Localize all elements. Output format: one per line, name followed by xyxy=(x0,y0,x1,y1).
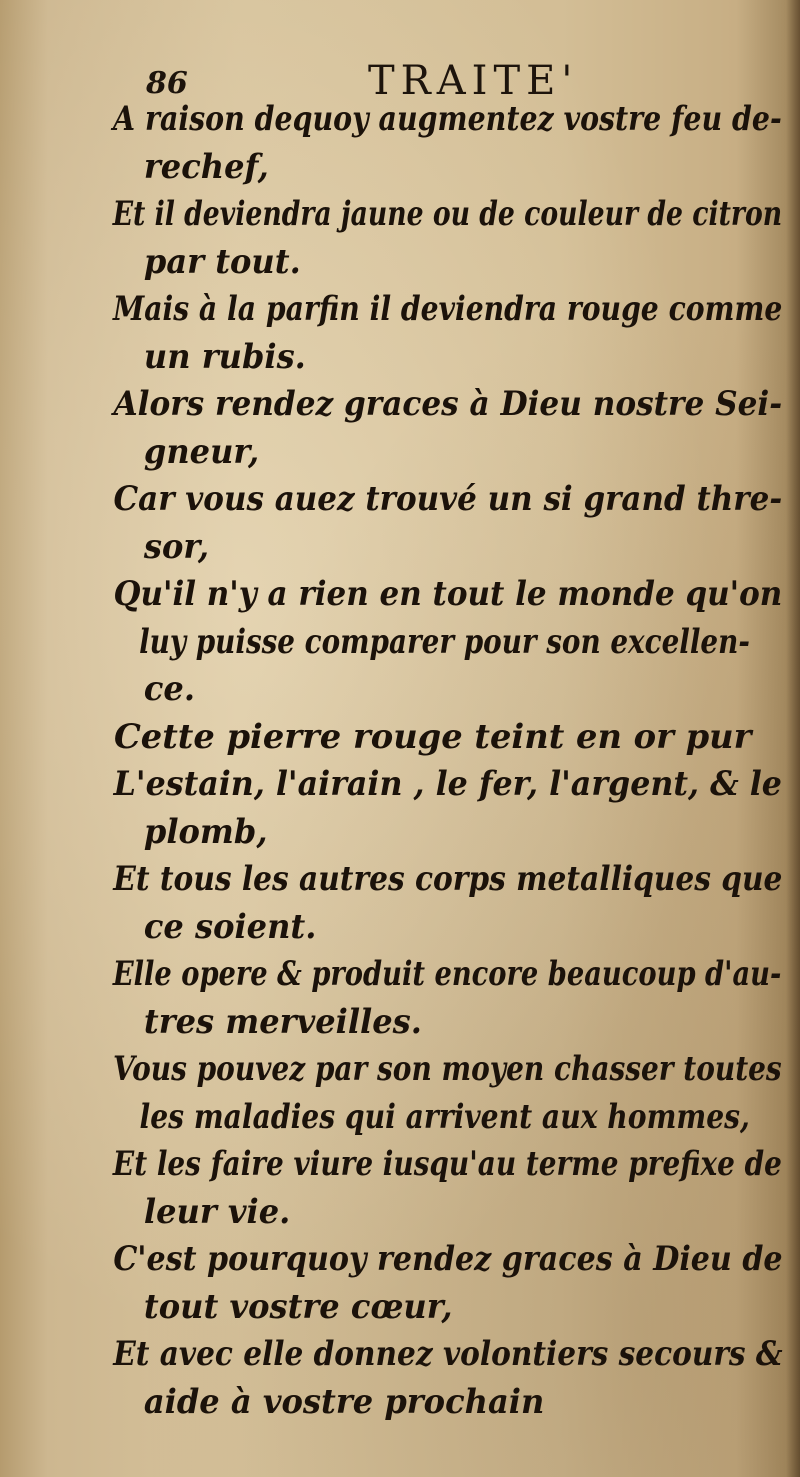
text-line: rechef, xyxy=(143,146,269,187)
running-title: TRAITE' xyxy=(368,58,579,104)
text-line: A raison dequoy augmentez vostre feu de- xyxy=(113,99,782,139)
text-line: Car vous auez trouvé un si grand thre- xyxy=(113,479,783,519)
text-line: leur vie. xyxy=(143,1191,291,1232)
text-line: Et tous les autres corps metalliques que xyxy=(113,859,783,899)
text-line: Elle opere & produit encore beaucoup d'au- xyxy=(112,954,782,994)
text-line: par tout. xyxy=(143,241,301,282)
text-line: tout vostre cœur, xyxy=(143,1286,453,1327)
text-line: gneur, xyxy=(143,431,260,472)
page-number: 86 xyxy=(146,66,188,101)
text-line: plomb, xyxy=(143,811,268,852)
text-line: luy puisse comparer pour son excellen- xyxy=(139,621,750,662)
page-edge-shadow xyxy=(786,0,800,1477)
text-line: Et avec elle donnez volontiers secours & xyxy=(113,1334,783,1374)
text-line: sor, xyxy=(143,526,210,567)
text-line: ce soient. xyxy=(143,906,317,947)
text-line: un rubis. xyxy=(143,336,306,377)
text-line: tres merveilles. xyxy=(143,1001,422,1042)
text-line: ce. xyxy=(143,669,196,709)
text-line: Et les faire viure iusqu'au terme prefixe de xyxy=(112,1144,782,1184)
text-line: Mais à la parfin il deviendra rouge comme xyxy=(112,289,783,329)
text-line: Alors rendez graces à Dieu nostre Sei- xyxy=(113,384,783,424)
text-line: Vous pouvez par son moyen chasser toutes xyxy=(112,1049,782,1089)
text-line: Qu'il n'y a rien en tout le monde qu'on xyxy=(113,574,783,614)
verse-text xyxy=(108,96,788,1426)
text-line: C'est pourquoy rendez graces à Dieu de xyxy=(113,1239,783,1279)
text-line: les maladies qui arrivent aux hommes, xyxy=(139,1096,750,1137)
text-line: Et il deviendra jaune ou de couleur de citron xyxy=(112,194,783,234)
text-line: Cette pierre rouge teint en or pur xyxy=(113,716,752,757)
text-line: aide à vostre prochain xyxy=(143,1381,545,1422)
text-line: L'estain, l'airain , le fer, l'argent, & le xyxy=(113,764,782,804)
